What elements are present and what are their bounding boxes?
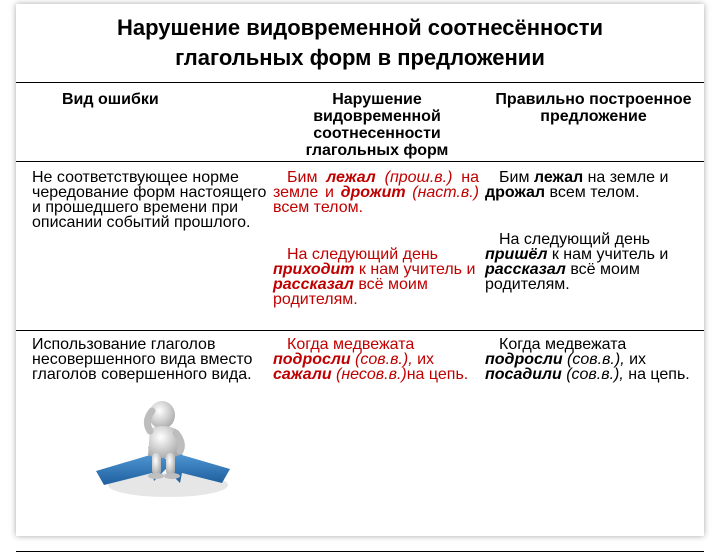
row1-ex2-wrong: На следующий день приходит к нам учитель и рассказал всё моим родителям. (273, 246, 476, 308)
header-correct: Правильно построенное предложение (483, 83, 704, 162)
table-header-row (16, 83, 704, 162)
figure-on-arrows-illustration (90, 385, 240, 505)
header-violation: Нарушение видовременной соотнесенности глагольных форм (271, 83, 483, 162)
slide-title (16, 4, 704, 82)
row1-ex2-right: На следующий день пришёл к нам учитель и рассказал всё моим родителям. (485, 231, 669, 293)
row2-ex1-right: Когда медвежата подросли (сов.в.), их посадили (сов.в.), на цепь. (485, 336, 690, 383)
table-row (16, 162, 704, 331)
row1-right-cell (483, 162, 704, 331)
row1-ex1-wrong: Бим лежал (прош.в.) на земле и дрожит (наст.в.) всем телом. (273, 169, 479, 216)
row1-error-type: Не соответствующее норме чередование форм настоящего и прошедшего времени при описании событий прошлого. (32, 169, 267, 231)
row1-wrong-cell (271, 162, 483, 331)
title-line-1: Нарушение видовременной соотнесённости (116, 15, 604, 40)
row2-wrong-cell (271, 331, 483, 552)
header-error-type: Вид ошибки (16, 83, 271, 162)
row1-ex1-right: Бим лежал на земле и дрожал всем телом. (485, 169, 669, 201)
row1-error-type-cell (16, 162, 271, 331)
row2-ex1-wrong: Когда медвежата подросли (сов.в.), их сажали (несов.в.)на цепь. (273, 336, 469, 383)
title-line-2: глагольных форм в предложении (175, 45, 545, 70)
row2-error-type: Использование глаголов несовершенного вида вместо глаголов совершенного вида. (32, 336, 253, 383)
row2-right-cell (483, 331, 704, 552)
